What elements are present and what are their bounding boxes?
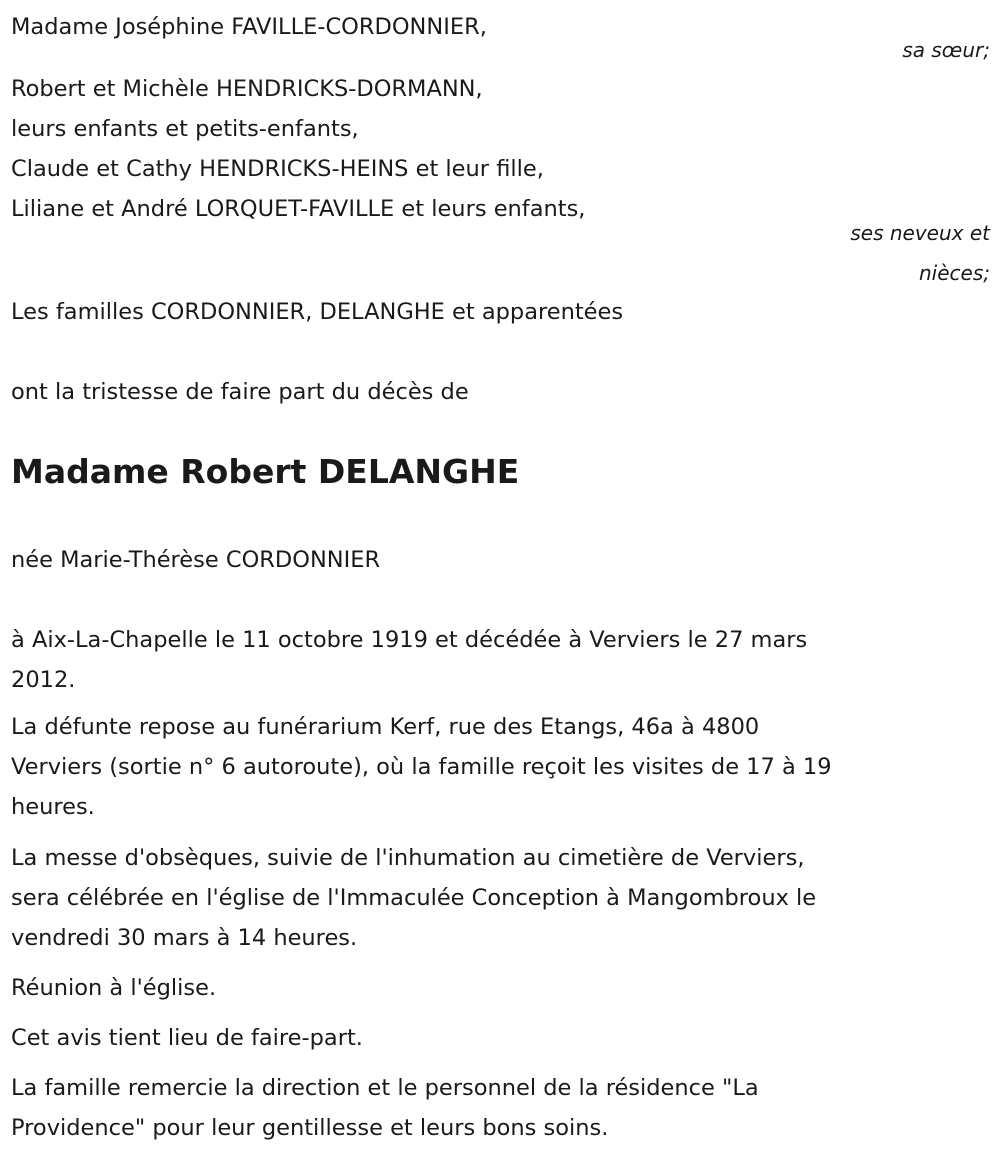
birth-name: née Marie-Thérèse CORDONNIER [11, 547, 381, 573]
paragraph-line: Réunion à l'église. [11, 975, 217, 1001]
paragraph-line: La messe d'obsèques, suivie de l'inhumation au cimetière de Verviers, [11, 845, 805, 871]
paragraph-line: La défunte repose au funérarium Kerf, rue des Etangs, 46a à 4800 [11, 714, 760, 740]
relation-label: sa sœur; [902, 38, 990, 62]
paragraph-line: 2012. [11, 667, 76, 693]
paragraph-line: vendredi 30 mars à 14 heures. [11, 925, 358, 951]
family-line: Liliane et André LORQUET-FAVILLE et leurs enfants, [11, 196, 586, 222]
announcement: ont la tristesse de faire part du décès de [11, 379, 469, 405]
family-line: Madame Joséphine FAVILLE-CORDONNIER, [11, 14, 487, 40]
relation-label: nièces; [919, 261, 990, 285]
family-line: Claude et Cathy HENDRICKS-HEINS et leur fille, [11, 156, 544, 182]
paragraph-line: Providence" pour leur gentillesse et leurs bons soins. [11, 1115, 609, 1141]
family-line: Les familles CORDONNIER, DELANGHE et apparentées [11, 299, 624, 325]
paragraph-line: La famille remercie la direction et le personnel de la résidence "La [11, 1075, 759, 1101]
paragraph-line: à Aix-La-Chapelle le 11 octobre 1919 et décédée à Verviers le 27 mars [11, 627, 808, 653]
paragraph-line: heures. [11, 794, 95, 820]
paragraph-line: Cet avis tient lieu de faire-part. [11, 1025, 363, 1051]
paragraph-line: Verviers (sortie n° 6 autoroute), où la famille reçoit les visites de 17 à 19 [11, 754, 832, 780]
family-line: leurs enfants et petits-enfants, [11, 116, 359, 142]
relation-label: ses neveux et [850, 221, 990, 245]
deceased-name: Madame Robert DELANGHE [11, 452, 520, 491]
family-line: Robert et Michèle HENDRICKS-DORMANN, [11, 76, 483, 102]
paragraph-line: sera célébrée en l'église de l'Immaculée Conception à Mangombroux le [11, 885, 817, 911]
